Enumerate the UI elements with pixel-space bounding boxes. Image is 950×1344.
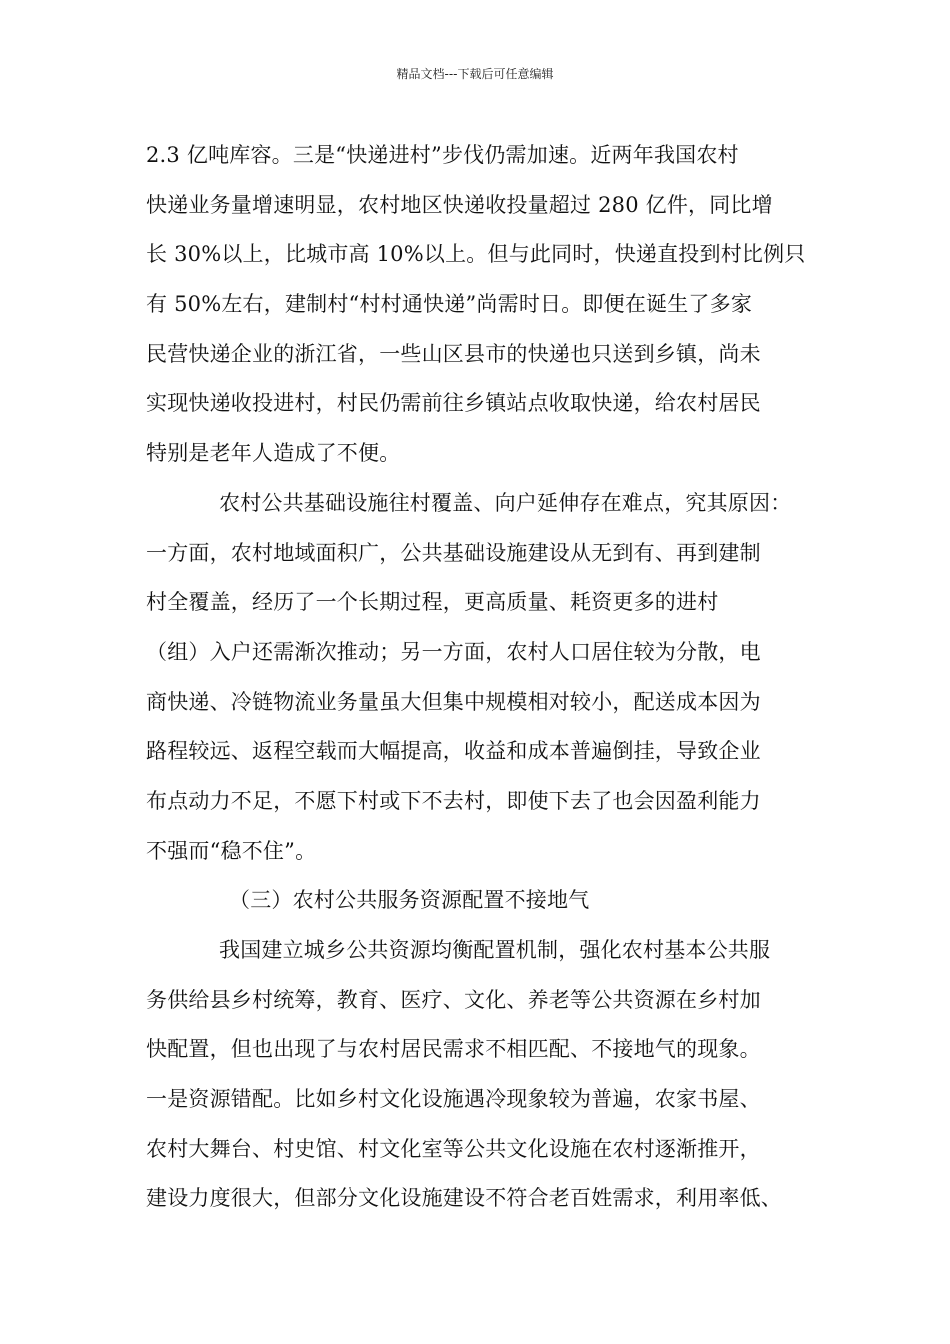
text-line: 商快递、冷链物流业务量虽大但集中规模相对较小，配送成本因为: [146, 689, 761, 714]
paragraph-first-line: 我国建立城乡公共资源均衡配置机制，强化农村基本公共服: [219, 938, 771, 962]
text-line: （组）入户还需渐次推动；另一方面，农村人口居住较为分散，电: [146, 639, 761, 664]
text-line: 快递业务量增速明显，农村地区快递收投量超过 280 亿件，同比增: [146, 192, 773, 217]
text-line: 有 50%左右，建制村“村村通快递”尚需时日。即便在诞生了多家: [146, 292, 753, 317]
text-line: 布点动力不足，不愿下村或下不去村，即使下去了也会因盈利能力: [146, 788, 761, 813]
text-line: 2.3 亿吨库容。三是“快递进村”步伐仍需加速。近两年我国农村: [146, 143, 739, 167]
text-line: 快配置，但也出现了与农村居民需求不相匹配、不接地气的现象。: [146, 1037, 761, 1062]
text-line: 务供给县乡村统筹，教育、医疗、文化、养老等公共资源在乡村加: [146, 987, 761, 1012]
text-line: 特别是老年人造成了不便。: [146, 441, 401, 466]
text-line: 一方面，农村地域面积广，公共基础设施建设从无到有、再到建制: [146, 540, 761, 565]
section-heading: （三）农村公共服务资源配置不接地气: [229, 888, 590, 913]
text-line: 一是资源错配。比如乡村文化设施遇冷现象较为普遍，农家书屋、: [146, 1087, 761, 1112]
text-line: 不强而“稳不住”。: [146, 838, 317, 863]
text-line: 民营快递企业的浙江省，一些山区县市的快递也只送到乡镇，尚未: [146, 341, 761, 366]
text-line: 长 30%以上，比城市高 10%以上。但与此同时，快递直投到村比例只: [146, 242, 806, 267]
text-line: 实现快递收投进村，村民仍需前往乡镇站点收取快递，给农村居民: [146, 391, 761, 416]
text-line: 建设力度很大，但部分文化设施建设不符合老百姓需求，利用率低、: [146, 1186, 782, 1211]
text-line: 农村大舞台、村史馆、村文化室等公共文化设施在农村逐渐推开，: [146, 1136, 761, 1161]
document-body: [146, 131, 826, 1224]
text-line: 村全覆盖，经历了一个长期过程，更高质量、耗资更多的进村: [146, 590, 719, 615]
text-line: 路程较远、返程空载而大幅提高，收益和成本普遍倒挂，导致企业: [146, 739, 761, 764]
paragraph-first-line: 农村公共基础设施往村覆盖、向户延伸存在难点，究其原因：: [219, 490, 792, 515]
page-header: 精品文档---下载后可任意编辑: [396, 67, 554, 81]
